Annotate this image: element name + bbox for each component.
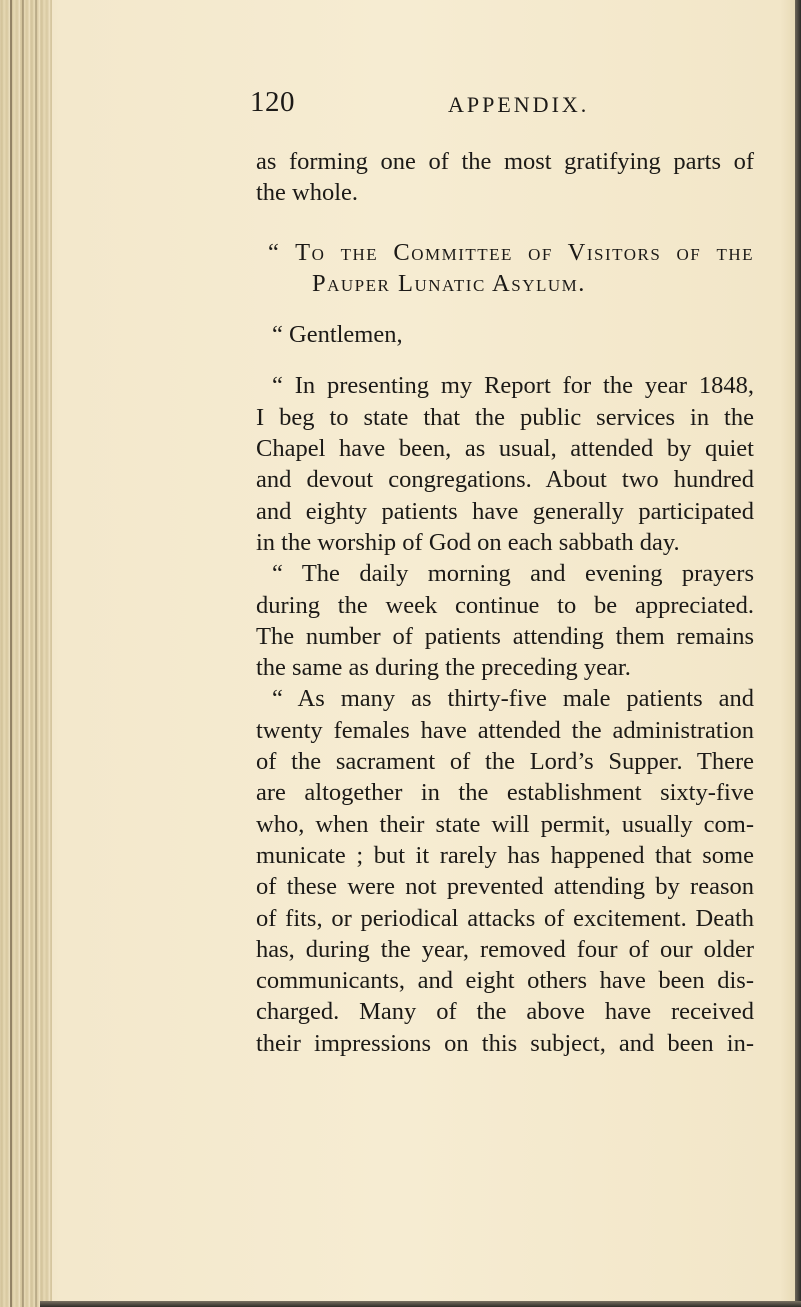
text-line: “ As many as thirty-five male patients and (272, 685, 754, 713)
address-heading: “ To the Committee of Visitors of the (268, 238, 754, 266)
text-line: of fits, or periodical attacks of excitement. Death (256, 904, 754, 932)
text-line: “ In presenting my Report for the year 1848, (272, 372, 754, 400)
binding-edge-line (22, 0, 24, 1307)
text-line: communicants, and eight others have been dis- (256, 967, 754, 995)
text-line: and eighty patients have generally participated (256, 497, 754, 525)
page-number: 120 (250, 86, 295, 118)
text-line: “ The daily morning and evening prayers (272, 560, 754, 588)
body-text (256, 146, 754, 1059)
text-line: during the week continue to be appreciated. (256, 591, 754, 619)
text-line: charged. Many of the above have received (256, 998, 754, 1026)
text-line: of the sacrament of the Lord’s Supper. There (256, 748, 754, 776)
page-header (250, 86, 670, 126)
text-line: Chapel have been, as usual, attended by quiet (256, 435, 754, 463)
page-right-edge (795, 0, 801, 1307)
text-line: the same as during the preceding year. (256, 654, 631, 682)
text-line: their impressions on this subject, and been in- (256, 1029, 754, 1057)
text-line: twenty females have attended the administration (256, 716, 754, 744)
salutation: “ Gentlemen, (272, 321, 403, 349)
running-head: APPENDIX. (448, 92, 590, 117)
text-line: the whole. (256, 179, 359, 207)
text-line: and devout congregations. About two hundred (256, 466, 754, 494)
binding-gutter (0, 0, 52, 1307)
text-line: who, when their state will permit, usually com- (256, 810, 754, 838)
text-line: municate ; but it rarely has happened that some (256, 841, 754, 869)
text-line: in the worship of God on each sabbath day. (256, 528, 680, 556)
page-bottom-edge (40, 1301, 801, 1307)
text-line: are altogether in the establishment sixty-five (256, 779, 754, 807)
binding-edge-line (10, 0, 12, 1307)
text-line: I beg to state that the public services in the (256, 403, 754, 431)
text-line: as forming one of the most gratifying parts of (256, 148, 754, 175)
text-line: has, during the year, removed four of our older (256, 935, 754, 963)
text-line: The number of patients attending them remains (256, 622, 754, 650)
address-heading: Pauper Lunatic Asylum. (312, 269, 586, 297)
binding-edge-line (35, 0, 37, 1307)
text-line: of these were not prevented attending by reason (256, 873, 754, 901)
